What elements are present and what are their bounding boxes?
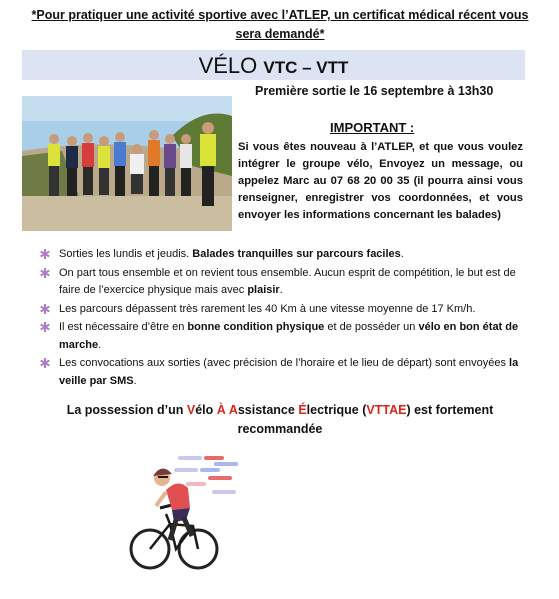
list-item: On part tous ensemble et on revient tous ensemble. Aucun esprit de compétition, le but est de faire de l’exercice physique mais avec plaisir. — [40, 265, 528, 300]
asterisk-bullet-icon — [40, 358, 50, 368]
list-item: Il est nécessaire d’être en bonne condition physique et de posséder un vélo en bon état de marche. — [40, 319, 528, 354]
first-outing-date: Première sortie le 16 septembre à 13h30 — [255, 84, 494, 98]
title-vtc-vtt: VTC – VTT — [263, 58, 349, 77]
list-item: Les convocations aux sorties (avec précision de l’horaire et le lieu de départ) sont envoyées la veille par SMS. — [40, 355, 528, 390]
title-bar — [22, 50, 525, 80]
group-cyclists-photo — [22, 96, 232, 231]
list-item: Sorties les lundis et jeudis. Balades tranquilles sur parcours faciles. — [40, 246, 528, 264]
title-velo: VÉLO — [198, 53, 264, 78]
cyclist-illustration — [118, 448, 243, 578]
asterisk-bullet-icon — [40, 304, 50, 314]
important-text: Si vous êtes nouveau à l’ATLEP, et que vous voulez intégrer le groupe vélo, Envoyez un message, ou appelez Marc au 07 68 20 00 35 (il pourra ainsi vous renseigner, enregistrer vos coordonnées, et vous envoyer les informations concernant les balades) — [238, 141, 523, 221]
asterisk-bullet-icon — [40, 249, 50, 259]
asterisk-bullet-icon — [40, 322, 50, 332]
important-heading: IMPORTANT : — [330, 120, 415, 135]
list-item: Les parcours dépassent très rarement les 40 Km à une vitesse moyenne de 17 Km/h. — [40, 301, 528, 319]
vttae-recommendation: La possession d’un Vélo À Assistance Électrique (VTTAE) est fortement recommandée — [66, 403, 494, 436]
medical-certificate-notice: *Pour pratiquer une activité sportive avec l’ATLEP, un certificat médical récent vous sera demandé* — [31, 8, 529, 41]
info-bullet-list — [40, 246, 528, 391]
asterisk-bullet-icon — [40, 268, 50, 278]
